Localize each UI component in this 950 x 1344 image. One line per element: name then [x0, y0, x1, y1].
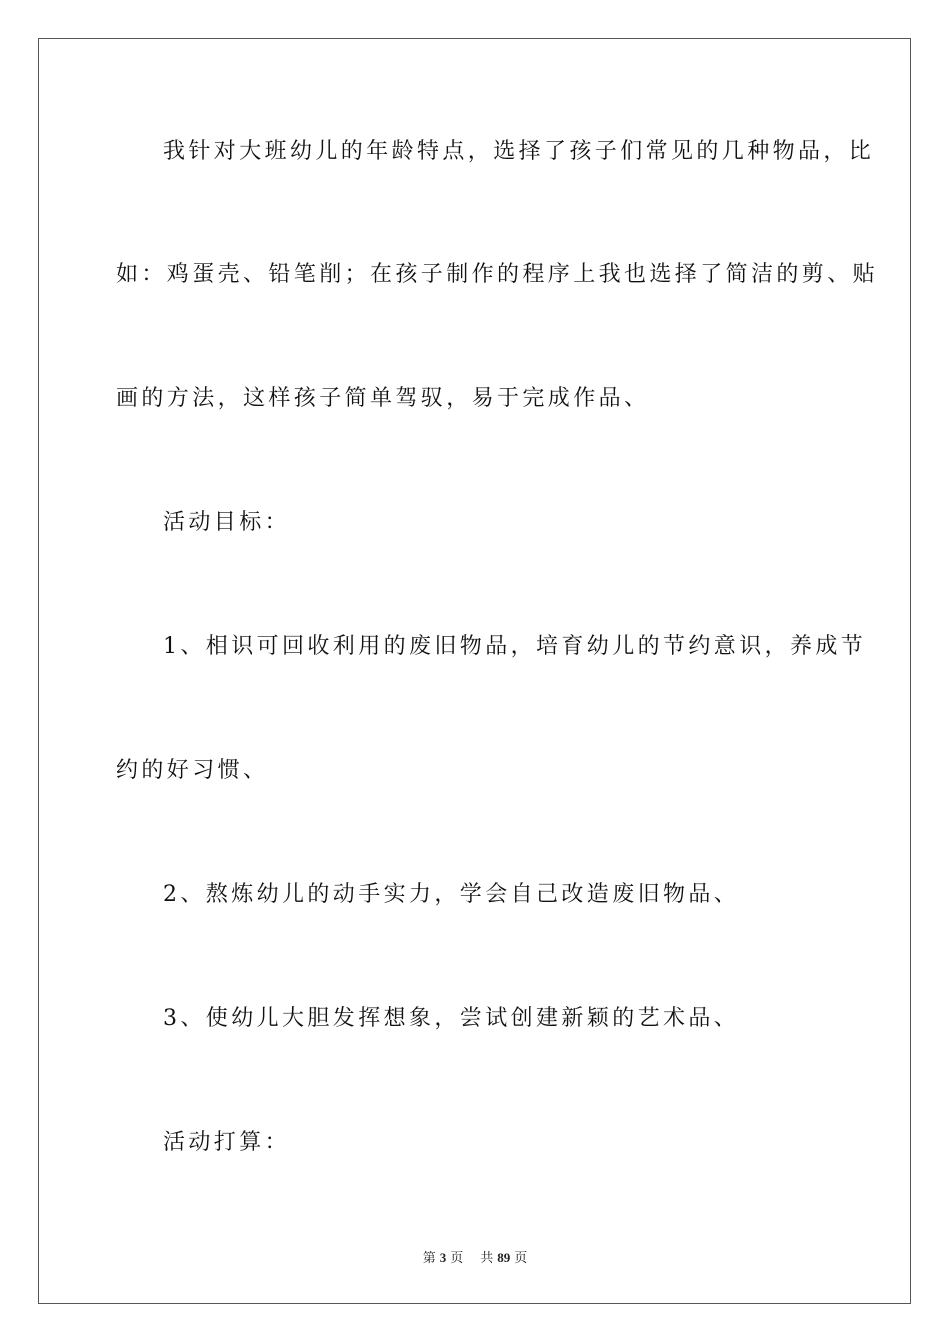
section-heading-plan: 活动打算：	[163, 1130, 291, 1155]
page-prefix: 第	[422, 1250, 436, 1265]
goal-item-1-line-2: 约的好习惯、	[116, 758, 269, 783]
total-prefix: 共	[480, 1250, 494, 1265]
page-suffix: 页	[450, 1250, 464, 1265]
paragraph-line-1: 我针对大班幼儿的年龄特点，选择了孩子们常见的几种物品，比	[163, 139, 875, 164]
page-footer	[0, 1247, 950, 1266]
total-suffix: 页	[514, 1250, 528, 1265]
paragraph-line-3: 画的方法，这样孩子简单驾驭，易于完成作品、	[116, 386, 650, 411]
page-number: 3	[439, 1250, 447, 1265]
page-border	[38, 38, 911, 1304]
section-heading-goals: 活动目标：	[163, 510, 291, 535]
total-pages: 89	[497, 1250, 511, 1265]
paragraph-line-2: 如：鸡蛋壳、铅笔削；在孩子制作的程序上我也选择了简洁的剪、贴	[116, 262, 879, 287]
goal-item-2: 2、熬炼幼儿的动手实力，学会自己改造废旧物品、	[163, 882, 740, 907]
goal-item-3: 3、使幼儿大胆发挥想象，尝试创建新颖的艺术品、	[163, 1006, 740, 1031]
goal-item-1-line-1: 1、相识可回收利用的废旧物品，培育幼儿的节约意识，养成节	[163, 634, 867, 659]
